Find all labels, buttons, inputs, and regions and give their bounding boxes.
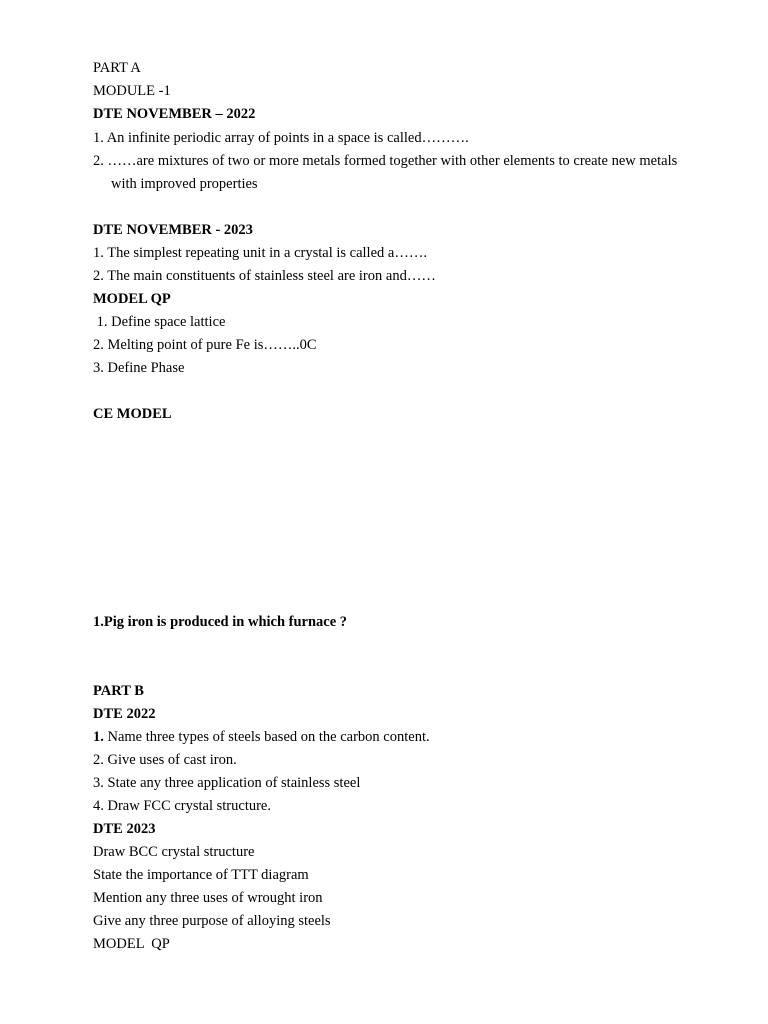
question-line: 2. The main constituents of stainless steel are iron and…… (93, 268, 436, 284)
question-line (93, 728, 430, 746)
dte-2022-heading: DTE 2022 (93, 706, 156, 722)
question-line: Give any three purpose of alloying steels (93, 913, 331, 929)
question-line: Draw BCC crystal structure (93, 844, 255, 860)
question-line-continued: with improved properties (111, 176, 258, 192)
dte-2023-heading: DTE 2023 (93, 821, 156, 837)
part-b-heading: PART B (93, 683, 144, 699)
model-qp-heading: MODEL QP (93, 291, 171, 307)
question-line: 1. Define space lattice (93, 314, 226, 330)
question-line: 1.Pig iron is produced in which furnace ? (93, 614, 348, 630)
question-line: 2. Give uses of cast iron. (93, 752, 237, 768)
part-a-heading: PART A (93, 60, 141, 76)
question-number: 1. (93, 729, 104, 745)
question-line: 1. An infinite periodic array of points in a space is called………. (93, 130, 469, 146)
question-line: 2. Melting point of pure Fe is……..0C (93, 337, 317, 353)
module-heading: MODULE -1 (93, 83, 171, 99)
question-line: 1. The simplest repeating unit in a crystal is called a……. (93, 245, 427, 261)
model-qp-heading: MODEL QP (93, 936, 170, 952)
question-line: 3. Define Phase (93, 360, 185, 376)
question-line: Mention any three uses of wrought iron (93, 890, 323, 906)
dte-2022-heading: DTE NOVEMBER – 2022 (93, 106, 256, 122)
question-line: State the importance of TTT diagram (93, 867, 309, 883)
dte-2023-heading: DTE NOVEMBER - 2023 (93, 222, 253, 238)
ce-model-heading: CE MODEL (93, 406, 172, 422)
question-line: 3. State any three application of stainless steel (93, 775, 361, 791)
question-line: 4. Draw FCC crystal structure. (93, 798, 271, 814)
question-text: Name three types of steels based on the carbon content. (103, 729, 430, 745)
question-line: 2. ……are mixtures of two or more metals formed together with other elements to create new metals (93, 153, 678, 169)
